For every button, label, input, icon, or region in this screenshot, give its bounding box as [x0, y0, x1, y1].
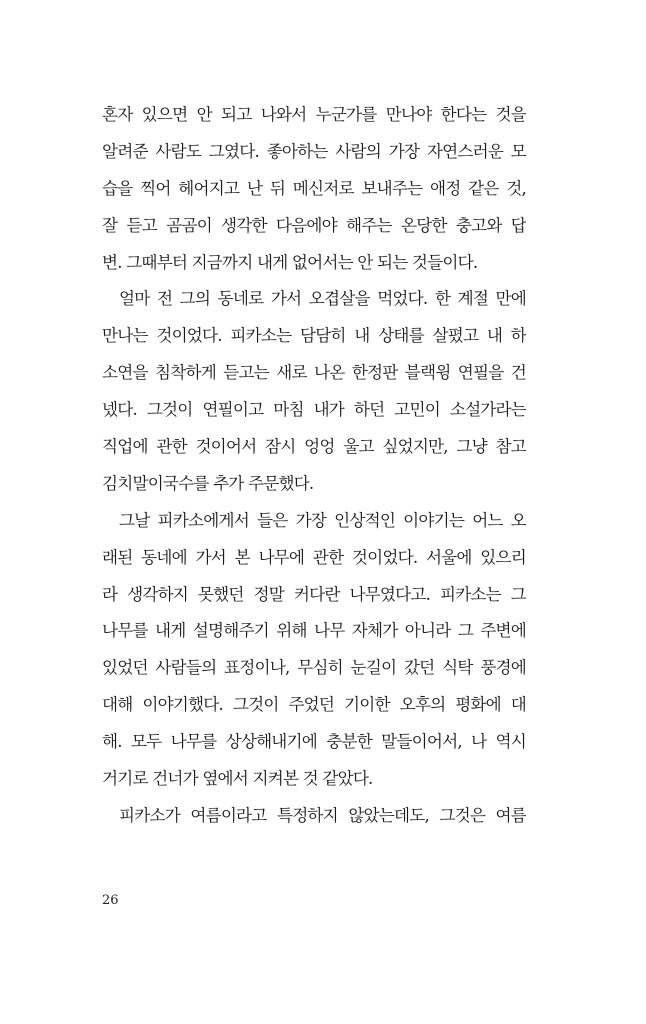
text-line: 넸다. 그것이 연필이고 마침 내가 하던 고민이 소설가라는 — [102, 400, 526, 420]
text-line: 라 생각하지 못했던 정말 커다란 나무였다고. 피카소는 그 — [102, 584, 526, 604]
text-line: 잘 듣고 곰곰이 생각한 다음에야 해주는 온당한 충고와 답 — [102, 215, 526, 235]
text-line: 해. 모두 나무를 상상해내기에 충분한 말들이어서, 나 역시 — [102, 732, 526, 752]
page-number: 26 — [102, 893, 119, 908]
text-line: 직업에 관한 것이어서 잠시 엉엉 울고 싶었지만, 그냥 참고 — [102, 437, 526, 457]
text-line: 거기로 건너가 옆에서 지켜본 것 같았다. — [102, 769, 373, 789]
text-line: 만나는 것이었다. 피카소는 담담히 내 상태를 살폈고 내 하 — [102, 326, 526, 346]
text-line: 나무를 내게 설명해주기 위해 나무 자체가 아니라 그 주변에 — [102, 621, 526, 641]
text-line: 래된 동네에 가서 본 나무에 관한 것이었다. 서울에 있으리 — [102, 547, 526, 567]
text-line: 김치말이국수를 추가 주문했다. — [102, 473, 314, 493]
text-line: 그날 피카소에게서 들은 가장 인상적인 이야기는 어느 오 — [119, 510, 526, 530]
text-line: 혼자 있으면 안 되고 나와서 누군가를 만나야 한다는 것을 — [102, 105, 526, 124]
text-line: 피카소가 여름이라고 특정하지 않았는데도, 그것은 여름 — [119, 805, 526, 825]
text-line: 얼마 전 그의 동네로 가서 오겹살을 먹었다. 한 계절 만에 — [119, 289, 526, 309]
text-line: 있었던 사람들의 표정이나, 무심히 눈길이 갔던 식탁 풍경에 — [102, 658, 526, 678]
body-text — [102, 97, 526, 835]
text-line: 대해 이야기했다. 그것이 주었던 기이한 오후의 평화에 대 — [102, 695, 526, 715]
text-line: 습을 찍어 헤어지고 난 뒤 메신저로 보내주는 애정 같은 것, — [102, 178, 526, 198]
text-line: 변. 그때부터 지금까지 내게 없어서는 안 되는 것들이다. — [102, 252, 478, 272]
text-line: 알려준 사람도 그였다. 좋아하는 사람의 가장 자연스러운 모 — [102, 141, 526, 161]
text-line: 소연을 침착하게 듣고는 새로 나온 한정판 블랙윙 연필을 건 — [102, 363, 526, 383]
